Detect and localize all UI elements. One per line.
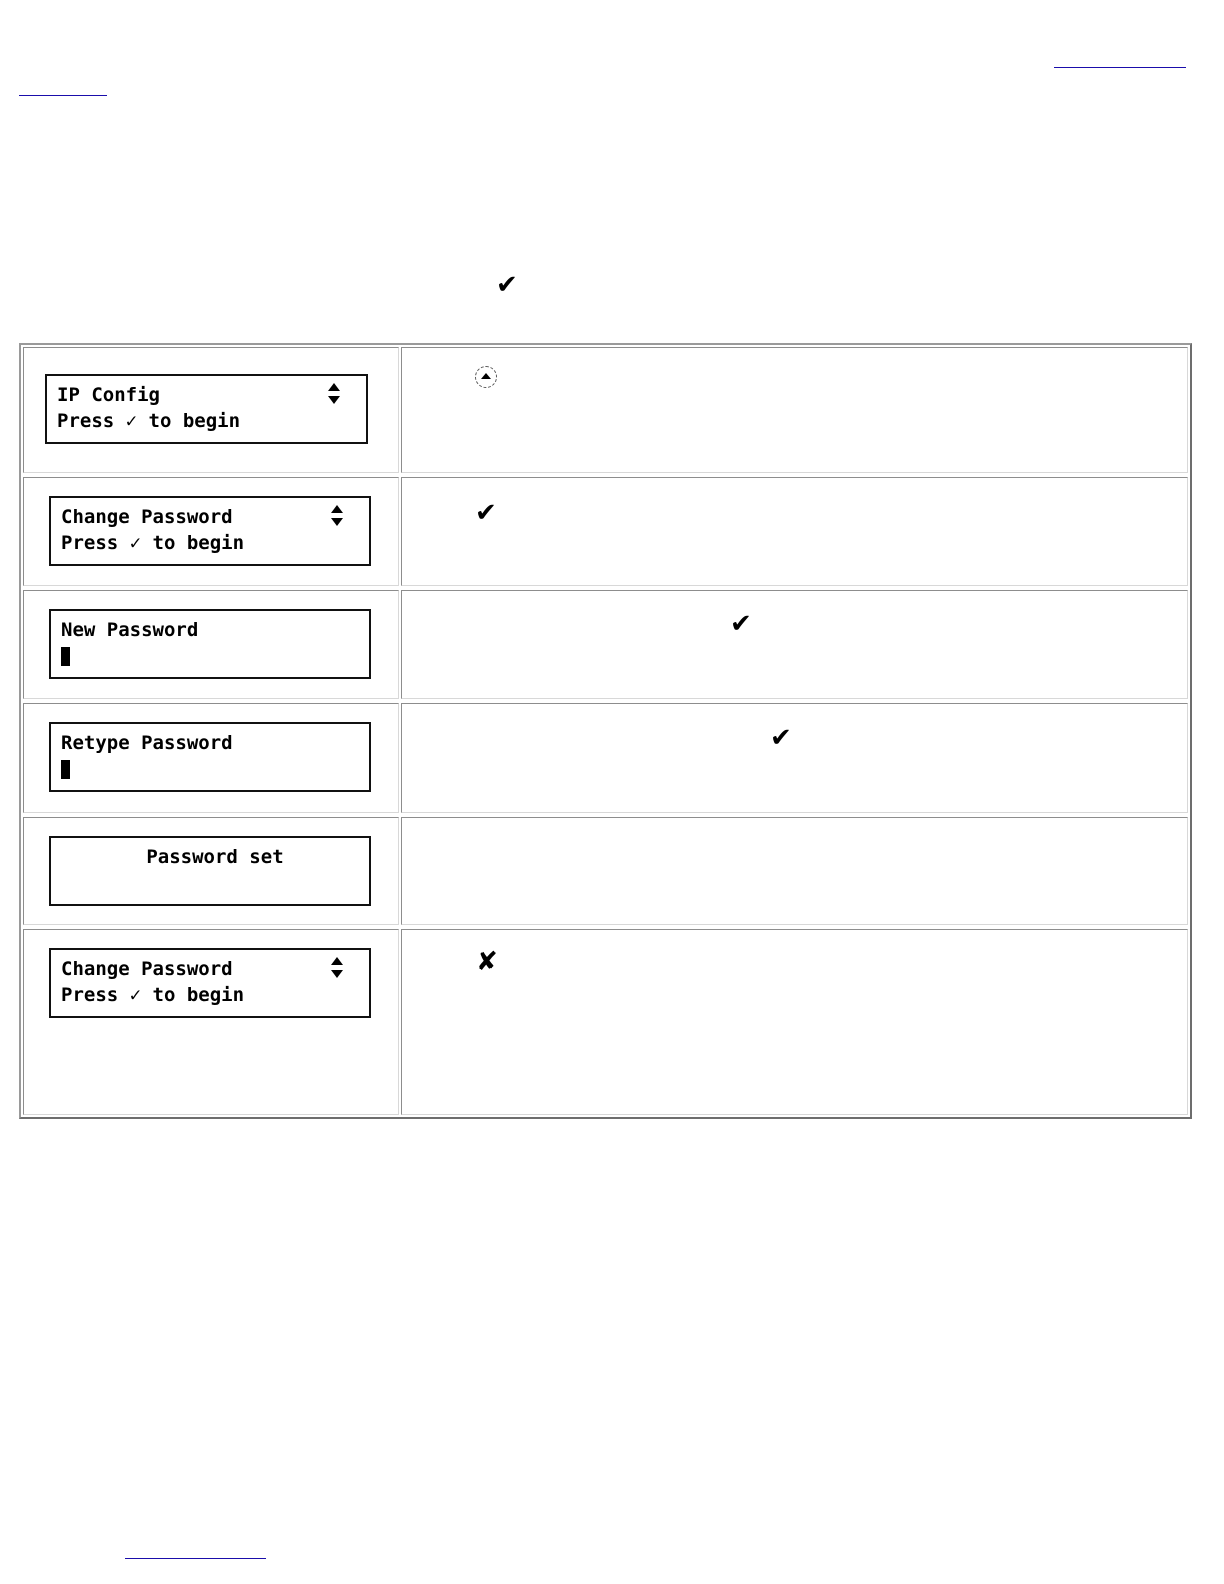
lcd-line-2: Press ✓ to begin xyxy=(61,984,245,1006)
lcd-line-1: Retype Password xyxy=(61,732,233,754)
lcd-line-1: Change Password xyxy=(61,958,233,980)
lcd-cell xyxy=(23,929,399,1115)
instruction-cell xyxy=(401,817,1188,925)
table-row xyxy=(21,927,1190,1117)
table-row xyxy=(21,701,1190,815)
lcd-line-1: IP Config xyxy=(57,384,160,406)
lcd-display xyxy=(49,496,371,566)
instruction-cell xyxy=(401,929,1188,1115)
lcd-line-1: Change Password xyxy=(61,506,233,528)
check-icon: ✔ xyxy=(770,723,792,753)
check-icon: ✓ xyxy=(129,984,142,1006)
check-icon: ✔ xyxy=(496,270,518,300)
lcd-cell xyxy=(23,703,399,813)
lcd-line-2: Press ✓ to begin xyxy=(61,532,245,554)
lcd-cell xyxy=(23,477,399,586)
check-icon: ✓ xyxy=(125,410,138,432)
text-cursor xyxy=(61,647,70,666)
table-row xyxy=(21,345,1190,475)
lcd-steps-table xyxy=(19,343,1192,1119)
instruction-cell xyxy=(401,477,1188,586)
check-icon: ✔ xyxy=(730,609,752,639)
instruction-cell xyxy=(401,347,1188,473)
lcd-display xyxy=(45,374,368,444)
scroll-arrows-icon xyxy=(330,505,344,529)
scroll-arrows-icon xyxy=(327,383,341,407)
top-link-underline-2[interactable] xyxy=(19,95,107,96)
table-row xyxy=(21,588,1190,701)
instruction-cell xyxy=(401,703,1188,813)
lcd-line-2 xyxy=(61,760,70,779)
instruction-cell xyxy=(401,590,1188,699)
lcd-line-1: New Password xyxy=(61,619,199,641)
check-icon: ✓ xyxy=(129,532,142,554)
lcd-cell xyxy=(23,347,399,473)
lcd-cell xyxy=(23,817,399,925)
table-row xyxy=(21,475,1190,588)
up-arrow-button-icon xyxy=(475,366,497,388)
check-icon: ✔ xyxy=(475,498,497,528)
scroll-arrows-icon xyxy=(330,957,344,981)
text-cursor xyxy=(61,760,70,779)
lcd-display xyxy=(49,609,371,679)
lcd-cell xyxy=(23,590,399,699)
table-row xyxy=(21,815,1190,927)
lcd-line-1: Password set xyxy=(146,846,284,868)
bottom-link-underline[interactable] xyxy=(125,1558,266,1559)
lcd-display xyxy=(49,948,371,1018)
top-link-underline-1[interactable] xyxy=(1054,67,1186,68)
lcd-display xyxy=(49,722,371,792)
lcd-line-2: Press ✓ to begin xyxy=(57,410,241,432)
lcd-display xyxy=(49,836,371,906)
lcd-line-2 xyxy=(61,647,70,666)
cross-icon: ✘ xyxy=(476,947,498,977)
